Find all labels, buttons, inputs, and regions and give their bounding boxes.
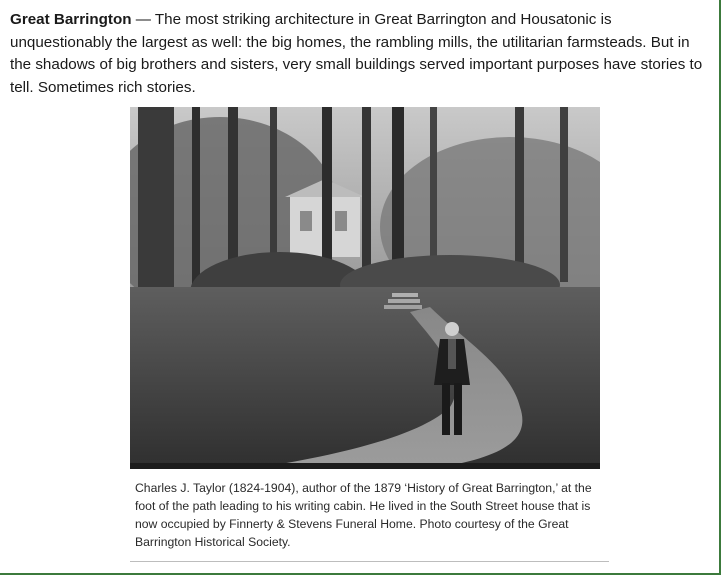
dateline-separator: — [131,11,155,28]
intro-body: The most striking architecture in Great Barrington and Housatonic is unquestionably the largest as well: the big homes, the rambling mills, the utilitarian farmsteads. But in the shadows of big brothers and sisters, very small buildings served important purposes have stories to tell. Sometimes rich stories. [10,11,703,96]
caption-divider [130,561,609,562]
photo-caption: Charles J. Taylor (1824-1904), author of the 1879 ‘History of Great Barrington,’ at the foot of the path leading to his writing cabin. He lived in the South Street house that is now occupied by Finnerty & Stevens Funeral Home. Photo courtesy of the Great Barrington Historical Society. [135,481,592,549]
dateline: Great Barrington [10,11,132,28]
photo-illustration [130,107,600,469]
historical-photo [130,107,600,469]
article-intro [10,9,713,99]
